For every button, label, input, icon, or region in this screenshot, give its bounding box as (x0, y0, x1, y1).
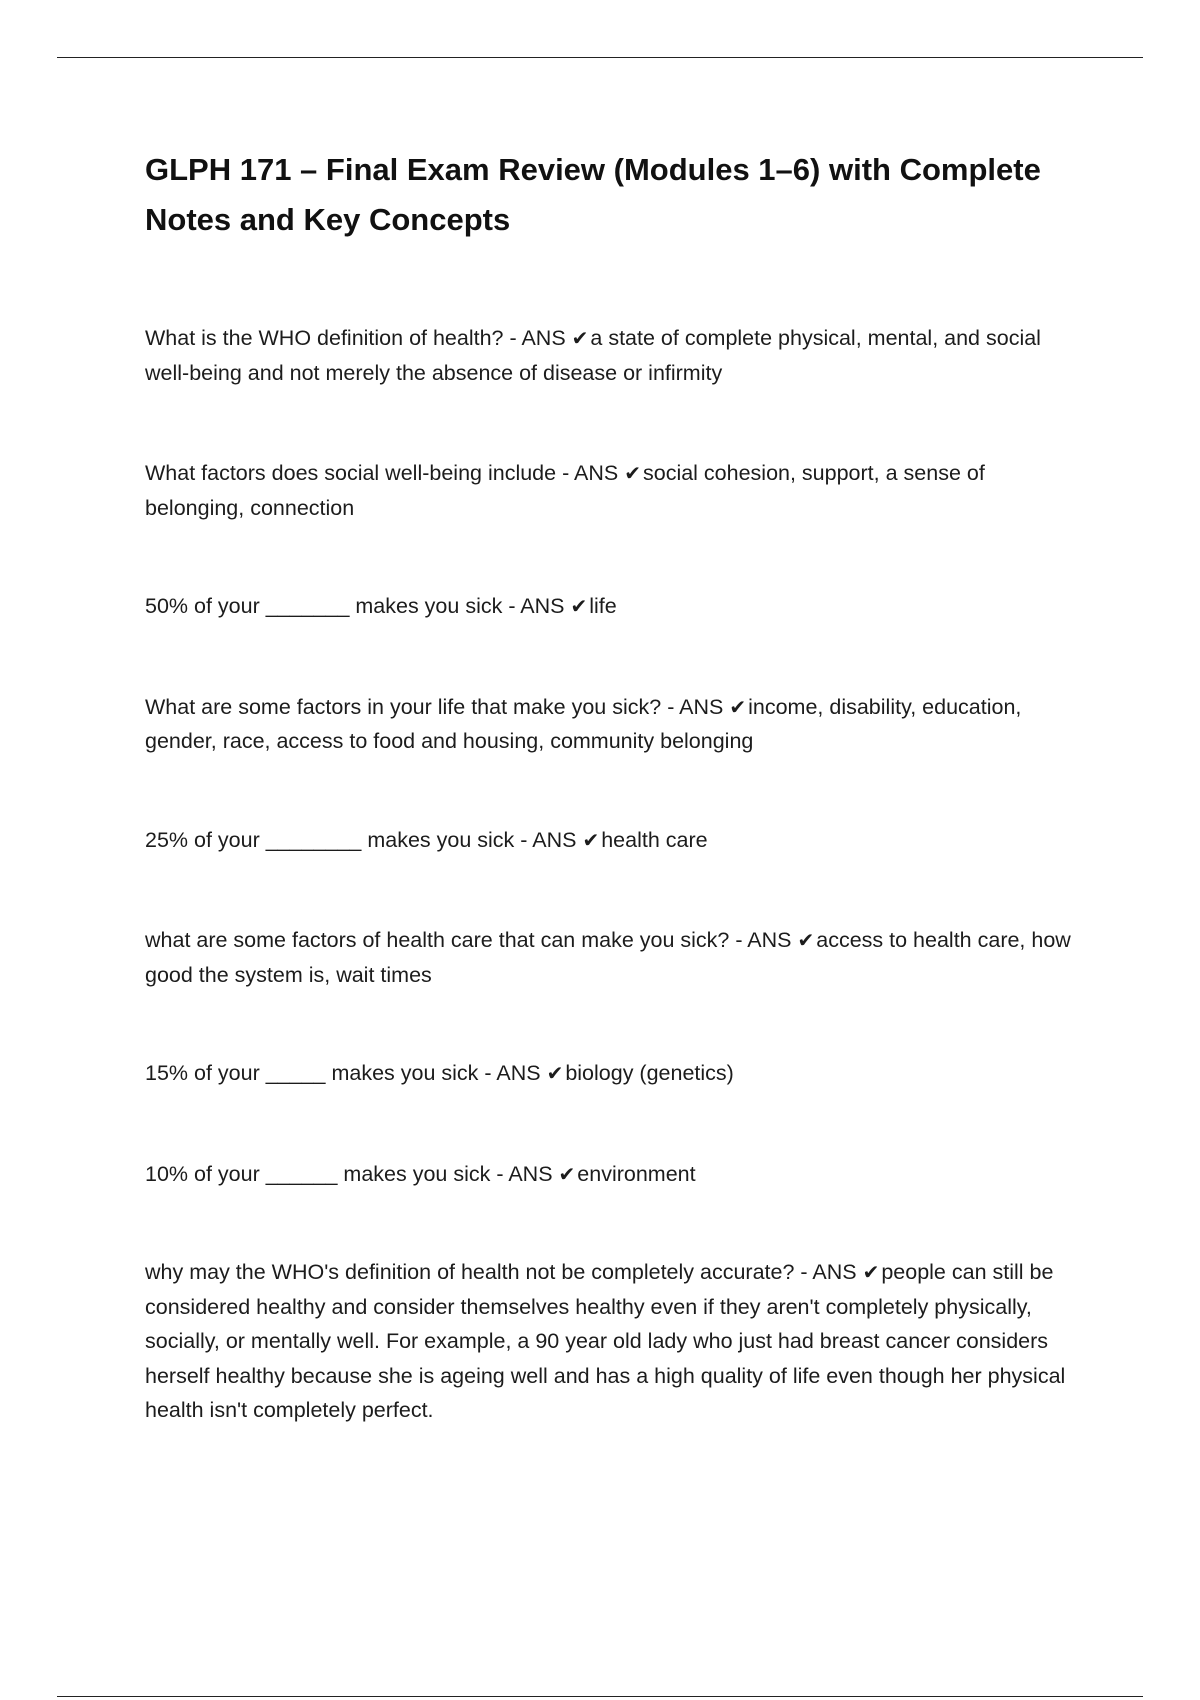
checkmark-icon: ✔ (797, 928, 815, 952)
qa-item (145, 1157, 1085, 1192)
checkmark-icon: ✔ (582, 827, 600, 852)
answer-marker: - ANS (562, 461, 619, 485)
answer-text: health care (601, 827, 708, 852)
question-text: What factors does social well-being include (145, 461, 557, 485)
question-text: 15% of your _____ makes you sick (145, 1061, 479, 1085)
question-text: What are some factors in your life that make you sick? (145, 694, 662, 719)
top-rule (57, 57, 1143, 58)
answer-marker: - ANS (508, 594, 565, 618)
qa-item (145, 823, 1085, 858)
answer-text: access to health care, how good the system is, wait times (145, 928, 1071, 987)
checkmark-icon: ✔ (570, 594, 588, 618)
answer-text: biology (genetics) (565, 1061, 734, 1085)
answer-text: environment (577, 1161, 696, 1186)
answer-text: people can still be considered healthy and consider themselves healthy even if they aren't completely physically, socially, or mentally well. For example, a 90 year old lady who just had breast cancer considers herself healthy because she is ageing well and has a high quality of life even though her physical health isn't completely perfect. (145, 1260, 1066, 1422)
question-text: 10% of your ______ makes you sick (145, 1161, 491, 1186)
question-text: what are some factors of health care that can make you sick? (145, 928, 730, 952)
answer-text: social cohesion, support, a sense of belonging, connection (145, 461, 985, 520)
answer-marker: - ANS (735, 928, 792, 952)
answer-marker: - ANS (496, 1161, 553, 1186)
qa-item (145, 1255, 1085, 1428)
document-title: GLPH 171 – Final Exam Review (Modules 1–6) with Complete Notes and Key Concepts (145, 152, 1041, 237)
answer-text: a state of complete physical, mental, and social well-being and not merely the absence of disease or infirmity (145, 326, 1041, 385)
question-text: 50% of your _______ makes you sick (145, 594, 503, 618)
qa-item (145, 456, 1085, 525)
qa-item (145, 690, 1085, 759)
question-text: What is the WHO definition of health? (145, 326, 504, 350)
question-text: why may the WHO's definition of health not be completely accurate? (145, 1260, 795, 1284)
bottom-rule (57, 1696, 1143, 1697)
checkmark-icon: ✔ (571, 326, 589, 350)
answer-marker: - ANS (484, 1061, 541, 1085)
question-text: 25% of your ________ makes you sick (145, 827, 515, 852)
answer-text: life (589, 594, 617, 618)
answer-marker: - ANS (520, 827, 577, 852)
checkmark-icon: ✔ (558, 1161, 576, 1186)
qa-list (145, 321, 1085, 1428)
answer-text: income, disability, education, gender, race, access to food and housing, community belonging (145, 694, 1022, 753)
document-body (145, 145, 1085, 1428)
checkmark-icon: ✔ (729, 694, 747, 719)
qa-item (145, 1056, 1085, 1091)
checkmark-icon: ✔ (862, 1260, 880, 1284)
qa-item (145, 321, 1085, 390)
answer-marker: - ANS (509, 326, 566, 350)
checkmark-icon: ✔ (546, 1061, 564, 1085)
qa-item (145, 923, 1085, 992)
checkmark-icon: ✔ (624, 461, 641, 485)
answer-marker: - ANS (667, 694, 724, 719)
answer-marker: - ANS (800, 1260, 857, 1284)
qa-item (145, 589, 1085, 624)
